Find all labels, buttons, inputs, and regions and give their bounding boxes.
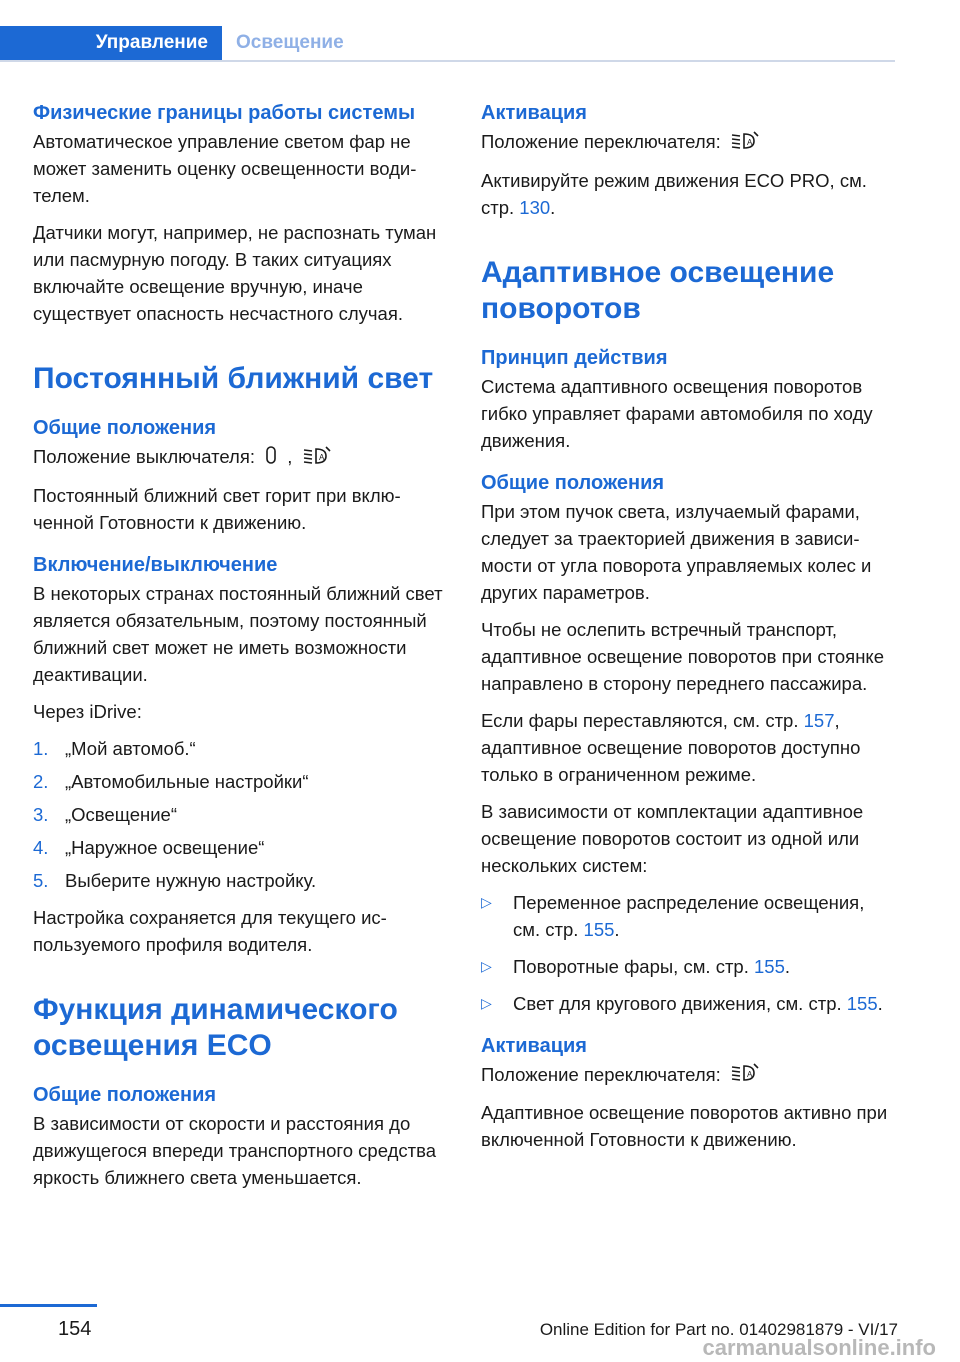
paragraph: При этом пучок света, излучаемый фарами, следует за траекторией движения в зависимости от угла поворота управляемых колес и других параметров.: [481, 500, 872, 603]
paragraph: Система адаптивного освещения поворотов гибко управляет фарами автомобиля по ходу движения.: [481, 375, 873, 451]
systems-list: [481, 889, 893, 1017]
svg-text:A: A: [746, 1070, 753, 1080]
heading-general: Общие положения: [33, 417, 217, 439]
page-link[interactable]: 155: [583, 918, 615, 940]
auto-headlight-icon: [730, 130, 760, 157]
auto-headlight-icon: [730, 1062, 760, 1089]
svg-text:A: A: [746, 137, 753, 147]
watermark: carmanualsonline.info: [702, 1335, 936, 1360]
heading-general: Общие положения: [33, 1083, 217, 1106]
page-link[interactable]: 130: [519, 196, 551, 218]
tab-lighting[interactable]: Освещение: [236, 32, 344, 53]
edition-text: Online Edition for Part no. 01402981879 - VI/17: [539, 1320, 898, 1339]
tab-control[interactable]: Управление: [0, 26, 222, 60]
page-link[interactable]: 155: [754, 955, 785, 977]
list-item: 4. „Наружное освещение“: [33, 836, 265, 858]
paragraph: Настройка сохраняется для текущего используемого профиля водителя.: [33, 906, 387, 955]
paragraph: Автоматическое управление светом фар не может заменить оценку освещенности водителем.: [33, 131, 417, 206]
bullet-arrow-icon: ▷: [481, 994, 492, 1011]
svg-text:A: A: [318, 452, 324, 462]
paragraph-switch-position: Положение выключателя: , A: [33, 443, 445, 472]
steps-list: [33, 735, 445, 894]
bullet-arrow-icon: ▷: [481, 957, 492, 974]
header-bar: [0, 26, 895, 62]
heading-system-limits: Физические границы работы системы: [33, 102, 416, 124]
page-link[interactable]: 155: [846, 992, 878, 1014]
paragraph-switch-position: Положение переключателя: A: [481, 128, 893, 157]
heading-general: Общие положения: [481, 471, 665, 494]
heading-activation: Активация: [481, 1034, 587, 1057]
paragraph: В некоторых странах постоянный ближний свет является обязательным, поэтому постоянный ближний свет может не иметь возможности деактивации.: [33, 582, 443, 685]
list-item: ▷ Свет для кругового движения, см. стр. 155.: [481, 990, 893, 1017]
list-item: ▷ Переменное распределение освещения, см. стр. 155.: [481, 889, 893, 943]
page-link[interactable]: 157: [803, 709, 835, 731]
list-item: 5. Выберите нужную настройку.: [33, 869, 317, 891]
section-title-dipped-beam: Постоянный ближний свет: [33, 362, 434, 395]
list-item: 2. „Автомобильные настройки“: [33, 770, 309, 792]
paragraph: В зависимости от комплектации адаптивное освещение поворотов состоит из одной или нескольких систем:: [481, 800, 864, 876]
auto-headlight-icon: [302, 445, 332, 472]
paragraph-switch-position: Положение переключателя: A: [481, 1061, 893, 1090]
heading-activation: Активация: [481, 102, 587, 124]
section-title-eco-lighting: Функция динамического освещения ECO: [33, 992, 398, 1062]
paragraph: В зависимости от скорости и расстояния до движущегося впереди транспортного средства яркость ближнего света уменьшается.: [33, 1112, 437, 1188]
section-title-adaptive-lighting: Адаптивное освещение поворотов: [481, 255, 835, 325]
list-item: 3. „Освещение“: [33, 803, 178, 825]
paragraph: Адаптивное освещение поворотов активно при включенной Готовности к движению.: [481, 1102, 888, 1151]
left-column: [33, 100, 445, 1201]
list-item: ▷ Поворотные фары, см. стр. 155.: [481, 953, 893, 980]
paragraph: Активируйте режим движения ECO PRO, см. стр. 130.: [481, 169, 867, 218]
light-off-icon: [264, 445, 278, 472]
list-item: 1. „Мой автомоб.“: [33, 737, 196, 759]
heading-on-off: Включение/выключение: [33, 553, 278, 576]
paragraph: Постоянный ближний свет горит при включенной Готовности к движению.: [33, 484, 401, 533]
paragraph: Датчики могут, например, не распознать туман или пасмурную погоду. В таких ситуациях включайте освещение вручную, иначе существует опасность несчастного случая.: [33, 222, 437, 324]
paragraph: Через iDrive:: [33, 700, 142, 722]
heading-principle: Принцип действия: [481, 346, 668, 369]
right-column: [481, 100, 893, 1163]
page-number: 154: [58, 1318, 92, 1340]
paragraph: Чтобы не ослепить встречный транспорт, адаптивное освещение поворотов при стоянке направлено в сторону переднего пассажира.: [481, 618, 885, 694]
paragraph: Если фары переставляются, см. стр. 157, адаптивное освещение поворотов доступно только в ограниченном режиме.: [481, 709, 861, 785]
footer-accent-line: [0, 1304, 97, 1307]
bullet-arrow-icon: ▷: [481, 893, 492, 910]
